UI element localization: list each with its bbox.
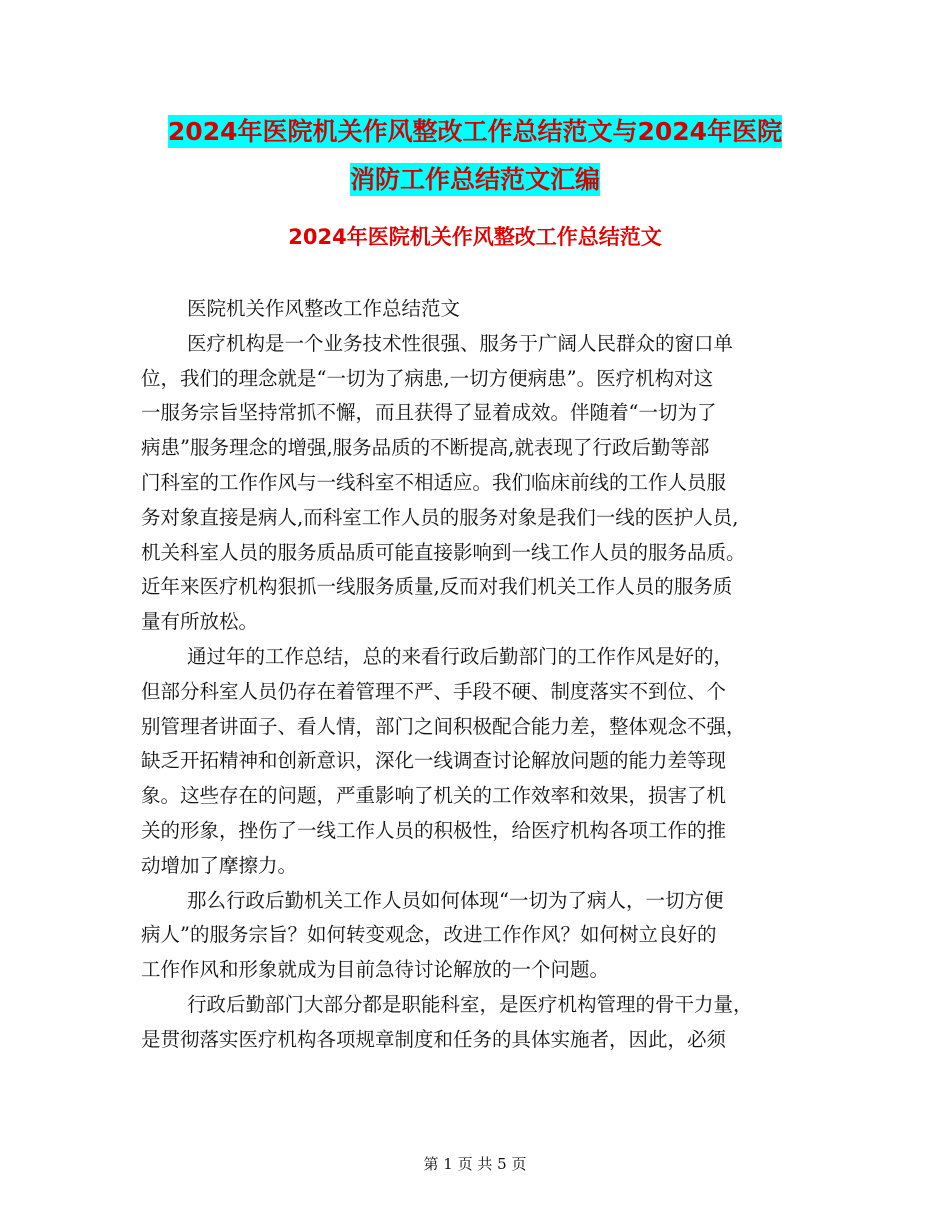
body-line: 工作作风和形象就成为目前急待讨论解放的一个问题。	[141, 958, 610, 982]
body-line: 那么行政后勤机关工作人员如何体现“一切为了病人，一切方便	[187, 888, 724, 912]
body-line: 关的形象，挫伤了一线工作人员的积极性，给医疗机构各项工作的推	[141, 818, 727, 842]
body-line: 通过年的工作总结，总的来看行政后勤部门的工作作风是好的，	[187, 644, 734, 668]
body-line: 门科室的工作作风与一线科室不相适应。我们临床前线的工作人员服	[141, 470, 727, 494]
body-line: 象。这些存在的问题，严重影响了机关的工作效率和效果，损害了机	[141, 784, 727, 808]
body-line: 机关科室人员的服务质品质可能直接影响到一线工作人员的服务品质。	[141, 540, 746, 564]
section-title: 2024年医院机关作风整改工作总结范文	[288, 225, 662, 249]
body-line: 动增加了摩擦力。	[141, 853, 298, 877]
body-line: 但部分科室人员仍存在着管理不严、手段不硬、制度落实不到位、个	[141, 679, 727, 703]
body-line: 位，我们的理念就是“一切为了病患,一切方便病患”。医疗机构对这	[141, 366, 714, 390]
body-line: 是贯彻落实医疗机构各项规章制度和任务的具体实施者，因此，必须	[141, 1027, 727, 1051]
body-line: 务对象直接是病人,而科室工作人员的服务对象是我们一线的医护人员,	[141, 505, 739, 529]
document-main-title	[140, 108, 810, 204]
body-line: 医疗机构是一个业务技术性很强、服务于广阔人民群众的窗口单	[187, 331, 734, 355]
body-line: 病人”的服务宗旨？如何转变观念，改进工作作风？如何树立良好的	[141, 923, 717, 947]
body-line: 缺乏开拓精神和创新意识，深化一线调查讨论解放问题的能力差等现	[141, 749, 727, 773]
body-line: 别管理者讲面子、看人情，部门之间积极配合能力差，整体观念不强，	[141, 714, 746, 738]
main-title-line-1: 2024年医院机关作风整改工作总结范文与2024年医院	[167, 117, 783, 146]
body-line: 行政后勤部门大部分都是职能科室，是医疗机构管理的骨干力量，	[187, 992, 753, 1016]
page-footer: 第 1 页 共 5 页	[423, 1155, 527, 1173]
body-line: 量有所放松。	[141, 610, 259, 634]
body-line: 医院机关作风整改工作总结范文	[187, 297, 461, 320]
body-line: 病患”服务理念的增强,服务品质的不断提高,就表现了行政后勤等部	[141, 436, 710, 460]
main-title-line-2: 消防工作总结范文汇编	[349, 165, 600, 194]
body-line: 近年来医疗机构狠抓一线服务质量,反而对我们机关工作人员的服务质	[141, 575, 733, 599]
body-text	[141, 292, 811, 1058]
body-line: 一服务宗旨坚持常抓不懈，而且获得了显着成效。伴随着“一切为了	[141, 401, 717, 425]
